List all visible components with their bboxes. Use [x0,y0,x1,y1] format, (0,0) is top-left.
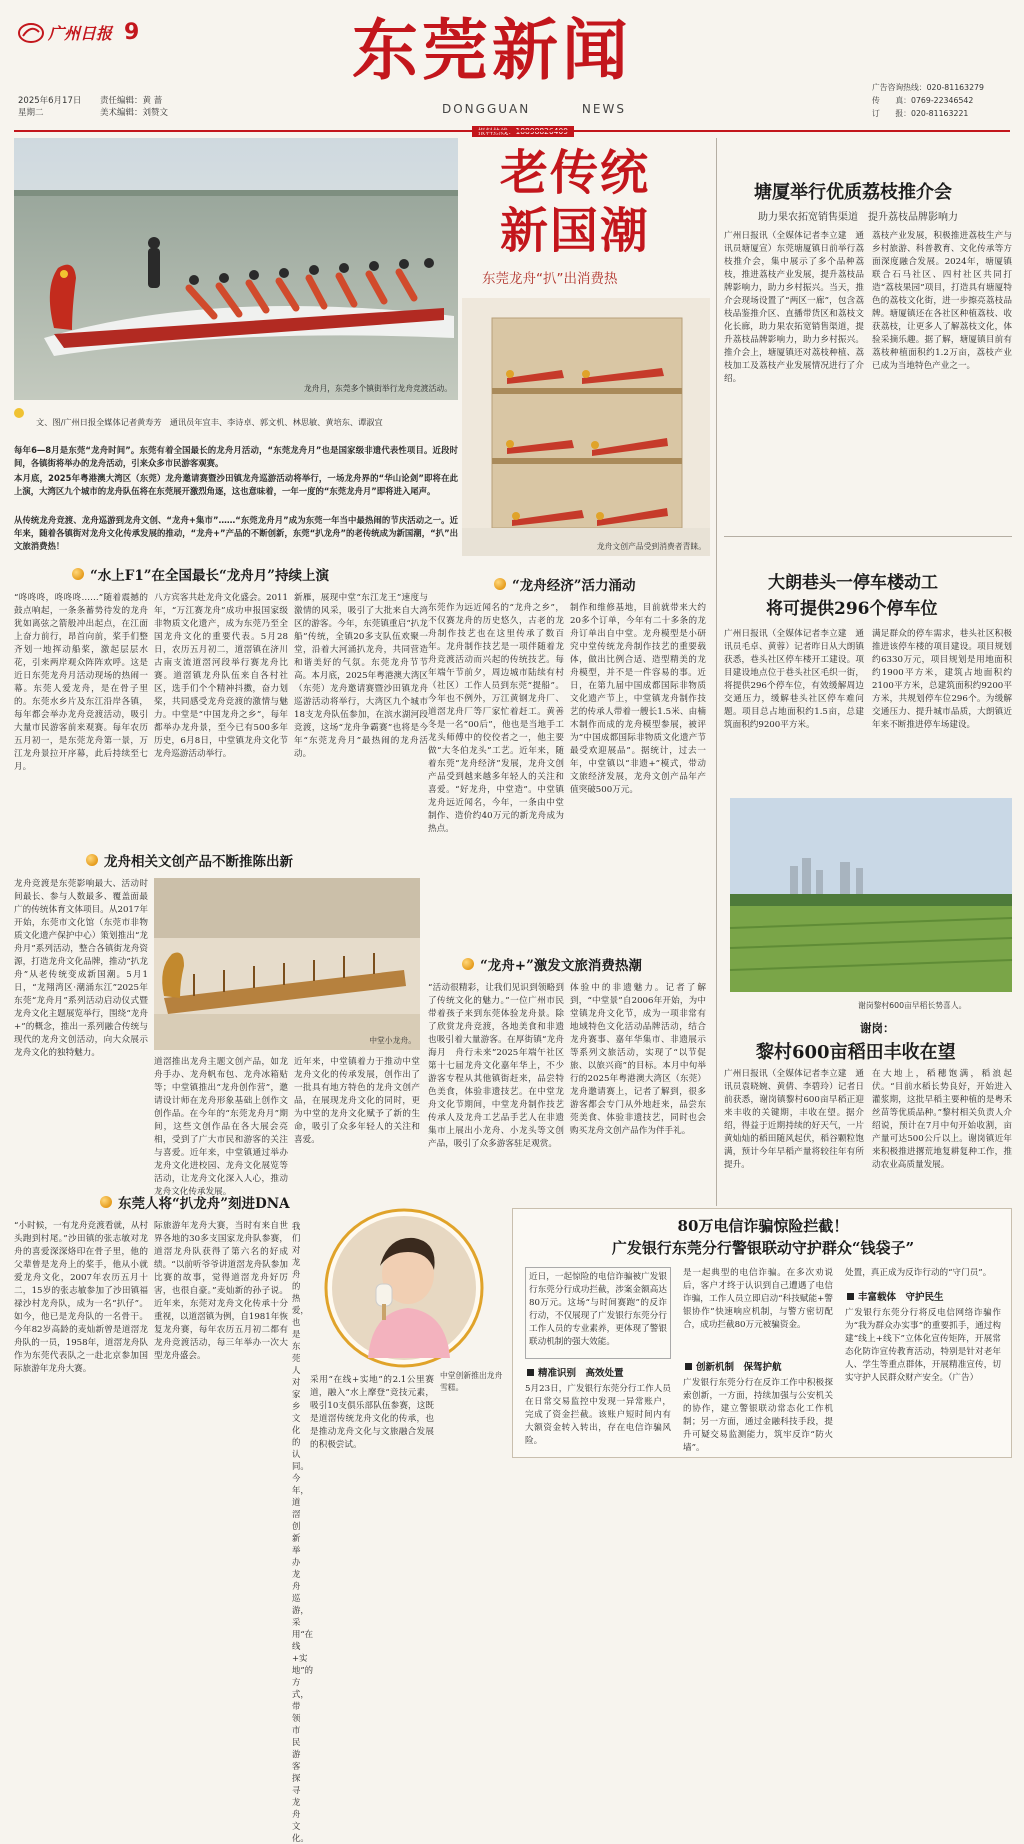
section-pinyin [442,102,626,116]
parking-headline-1: 大朗巷头一停车楼动工 [768,573,938,593]
s3-col1: “小时候，一有龙舟竞渡看就，从村头跑到村尾。”沙田镇的张志敏对龙舟的喜爱深深烙印在骨子里，他的父辈曾是龙舟上的桨手，他从小就爱龙舟文化，2007年农历五月十二，15岁的张志敏参加了沙田镇福禄沙村龙舟队，成为一名“扒仔”。如今，他已是龙舟队的一名骨干。今年82岁高龄的麦灿新曾是道滘龙舟队的一员，1958年，道滘龙舟队作为东莞代表队之一赴北京参加国际旅游年龙舟大赛。 [14,1221,148,1374]
bank-col5: 广发银行东莞分行将反电信网络诈骗作为“我为群众办实事”的重要抓手，通过构建“线上+线下”立体化宣传矩阵，开展常态化防诈宣传教育活动，特别是针对老年人、学生等重点群体，开展精准宣传，切实守护人民群众财产安全。（广告） [845,1308,1001,1383]
s1-col1: “咚咚咚，咚咚咚……”随着震撼的鼓点响起，一条条蓄势待发的龙舟犹如离弦之箭般冲出起点，在江面上奋力前行，昂首向前，桨手们整齐划一地挥动船桨，激起层层水花，引来两岸观众阵阵欢呼。这是近日东莞龙舟月活动现场的热闹一幕。东莞人爱龙舟，是在骨子里的。东莞水乡片及东江沿岸各镇，每年都会举办龙舟竞渡活动，吸引大量市民游客前来观赛。每年农历五月初一，是东莞龙舟第一景，万江龙舟景拉开序幕，此后持续至七月。 [14,593,148,772]
small-photo-caption: 中堂小龙舟。 [369,1036,416,1045]
rice-field-illustration [730,798,1012,992]
logo-mark-icon [18,22,44,44]
lead-byline: 文、图/广州日报全媒体记者黄寿芳 通讯员年宜丰、李诗卓、郭文机、林思敏、黄培东、谭淑宜 [36,417,383,427]
subscribe-phone: 订 报：020-81163221 [872,109,969,118]
section-title: 东莞新闻 [352,11,632,89]
rice-photo-caption: 谢岗黎村600亩早稻长势喜人。 [858,1001,967,1010]
lead-intro-3: 从传统龙舟竞渡、龙舟巡游到龙舟文创、“龙舟+集市”……“东莞龙舟月”成为东莞一年当中最热闹的节庆活动之一。近年来，随着各镇街对龙舟文化传承发展的推动，“龙舟+”产品的不断创新，东莞“扒龙舟”的老传统成为新国潮，“扒”出文旅消费热！ [14,515,458,551]
girl-caption-1: 中堂创新推出龙舟 [440,1371,503,1380]
bank-subhead-2: 创新机制 保驾护航 [685,1359,782,1373]
rice-col2: 在大地上，稻穗饱满，稻浪起伏。“目前水稻长势良好，开始进入灌浆期，这批早稻主要种植的是粤禾丝苗等优质品种。”黎村相关负责人介绍说，预计在7月中旬开始收割，亩产量可达500公斤以上。谢岗镇近年来积极推进撂荒地复耕复种工作，推动农业高质量发展。 [872,1069,1012,1170]
model-boat-illustration [154,878,420,1050]
lychee-col2: 荔枝产业发展，积极推进荔枝生产与乡村旅游、科普教育、文化传承等方面深度融合发展。2024年，塘厦镇联合石马社区、四村社区共同打造“荔枝果园”项目，打造具有塘厦特色的荔枝文化街，进一步擦亮荔枝品牌。塘厦镇还在各社区种植荔枝、收获荔枝，让更多人了解荔枝文化，体验采摘乐趣。据了解，塘厦镇目前有荔枝种植面积约1.2万亩，荔枝产业已成为当地特色产业之一。 [872,231,1012,371]
s2-col1: 龙舟竞渡是东莞影响最大、活动时间最长、参与人数最多、覆盖面最广的传统体育文体项目。从2017年开始，东莞市文化馆（东莞市非物质文化遗产保护中心）策划推出“龙舟月”系列活动，整合各镇街龙舟资源，打造龙舟文化品牌，推动“扒龙舟”从老传统变成新国潮。5月1日，“龙翔湾区·潮涌东江”2025年东莞“龙舟月”系列活动启动仪式暨龙舟文化主题展览举行，围绕“龙舟+”的概念，推出一系列融合传统与现代的龙舟文创活动，向大众展示龙舟文化的独特魅力。 [14,879,148,1058]
bank-subhead-3: 丰富载体 守护民生 [847,1289,944,1303]
bank-col2: 是一起典型的电信诈骗。在多次劝说后，客户才终于认识到自己遭遇了电信诈骗，工作人员立即启动“科技赋能+警银协作”快速响应机制，与警方密切配合，成功拦截80万元被骗资金。 [683,1268,833,1330]
bank-ad-box [512,1208,1012,1458]
issue-weekday: 星期二 [18,108,44,118]
page-number: 9 [124,20,140,45]
section-bullet-icon [494,578,506,590]
s4-col1: 东莞作为远近闻名的“龙舟之乡”，不仅赛龙舟的历史悠久，古老的龙舟制作技艺也在这里传承了数百年。龙舟制作技艺是一项伴随着龙舟竞渡活动而兴起的传统技艺。每年端午节前夕，周边城市陆续有村（社区）工作人员到东莞“提船”。今年也不例外，万江黄钢龙舟厂、道滘龙舟厂等厂家忙着赶工。黄善冬是一名“00后”，他也是当地手工龙头师傅中的佼佼者之一，他主要做“大冬伯龙头”工艺。近年来，随着东莞“龙舟经济”发展，龙舟文创产品受到越来越多年轻人的关注和喜爱。“好龙舟，中堂造”。中堂镇龙舟远近闻名，今年，一条由中堂制作、造价约40万元的新龙舟成为热点。 [428,603,564,834]
rule [724,536,1012,537]
ad-phone: 广告咨询热线：020-81163279 [872,83,984,92]
column-divider [716,138,717,1206]
rice-headline: 黎村600亩稻田丰收在望 [756,1042,956,1063]
girl-illustration [310,1208,498,1368]
s1-col3: 新雁，展现中堂“东江龙王”速度与激情的风采，吸引了大批来自大湾区的游客。今年，东莞镇重启“扒龙船”传统，全镇20多支队伍欢聚一堂，沿着大河涌扒龙舟，共同营造和谐美好的气氛。东莞龙舟节节高。本月底，2025年粤港澳大湾区（东莞）龙舟邀请赛暨沙田镇龙舟巡游活动将举行，大湾区九个城市18支龙舟队伍参加，在滨水湖河段竞渡，这场“龙舟争霸赛”也将是今年“东莞龙舟月”最热闹的龙舟活动。 [294,593,428,759]
small-dragon-boat-photo [154,878,420,1050]
bank-subhead-1: 精准识别 高效处置 [527,1365,624,1379]
dragon-boat-craft-photo [462,298,710,556]
parking-headline-2: 将可提供296个停车位 [766,599,938,619]
girl-side-text: 我们对龙舟的热爱，也是东莞人对家乡文化的认同。今年，道滘创新举办龙舟巡游，采用“在线+实地”的方式，带领市民游客探寻龙舟文化。 [292,1221,314,1843]
s2-col3: 近年来，中堂镇着力于推动中堂龙舟文化的传承发展，创作出了一批具有地方特色的龙舟文创产品，在展现龙舟文化的同时，更为中堂的龙舟文化赋予了新的生命，吸引了众多年轻人的关注和喜爱。 [294,1057,420,1145]
paper-name: 广州日报 [48,24,113,43]
newspaper-logo [18,20,139,45]
bank-headline-1: 80万电信诈骗惊险拦截！ [677,1217,849,1235]
lead-headline-1: 老传统 [500,145,651,201]
bank-col1: 5月23日，广发银行东莞分行工作人员在日常交易监控中发现一异常账户，完成了资金拦截。该账户短时间内有大额资金转入转出，存在电信诈骗风险。 [525,1384,671,1446]
rice-field-photo [730,798,1012,992]
lead-intro [14,404,458,556]
pinyin-left: DONGGUAN [442,102,531,116]
s3-col4: 采用“在线+实地”的2.1公里赛道，融入“水上摩登”竞技元素，吸引10支俱乐部队伍参赛，这既是道滘传统龙舟文化的传承，也是推动龙舟文化与文旅融合发展的积极尝试。 [310,1375,434,1450]
s1-col2: 八方宾客共赴龙舟文化盛会。2011年，“万江赛龙舟”成功申报国家级非物质文化遗产，成为东莞乃至全国龙舟文化的重要代表。5月28日，农历五月初二，道滘镇在济川古南支流道滘河段举行赛龙舟比赛。道滘镇龙舟队伍来自各村社区，选手们个个精神抖擞，奋力划桨，共同感受龙舟竞渡的激情与魅力。中堂是“中国龙舟之乡”，每年都举办龙舟景，至今已有500多年历史，6月8日，中堂镇龙舟文化节龙舟巡游活动举行。 [154,593,288,759]
section-bullet-icon [86,854,98,866]
rice-kicker: 谢岗： [860,1021,895,1035]
dragon-boat-illustration [14,138,458,400]
lychee-col1: 广州日报讯（全媒体记者李立建 通讯员塘厦宣）东莞塘厦镇日前举行荔枝推介会，集中展示了多个品种荔枝，推进荔枝产业发展，提升荔枝品牌影响力，助力乡村振兴。当天，推介会现场设置了“两区一廊”，包含荔枝品鉴推介区、直播带货区和荔枝文化长廊，助力果农拓宽销售渠道，提升荔枝品牌影响力，助力乡村振兴。推介会上，塘厦镇还对荔枝种植、荔枝加工及荔枝产业发展情况进行了介绍。 [724,231,864,384]
dragon-boat-photo [14,138,458,400]
lead-intro-2: 本月底，2025年粤港澳大湾区（东莞）龙舟邀请赛暨沙田镇龙舟巡游活动将举行，一场龙舟界的“华山论剑”即将在此上演，大湾区九个城市的龙舟队伍将在东莞展开激烈角逐，这也意味着，一年一度的“东莞龙舟月”即将进入尾声。 [14,473,458,496]
bank-intro: 近日，一起惊险的电信诈骗被广发银行东莞分行成功拦截，涉案金额高达80万元。这场“与时间赛跑”的反诈行动，不仅展现了广发银行东莞分行工作人员的专业素养，更体现了警银联动机制的强大效能。 [525,1267,671,1359]
s5-col1: “活动很精彩，让我们见识到领略到了传统文化的魅力。”一位广州市民带着孩子来到东莞体验龙舟景。除了欣赏龙舟竞渡，各地美食和非遗也吸引着大量游客。在厚街镇“龙舟海月 舟行未来”2025年端午社区第十七届龙舟文化嘉年华上，不少游客专程从其他镇街赶来，品尝特色美食，体验非遗技艺。在中堂龙舟文化节期间，中堂龙舟制作技艺传承人及龙舟工艺品手艺人在非遗集市上展出小龙舟、小龙头等文创产品，吸引了众多游客驻足观赏。 [428,983,564,1149]
pinyin-right: NEWS [581,102,626,116]
bank-col3: 广发银行东莞分行在反诈工作中积极探索创新，一方面，持续加强与公安机关的协作，建立警银联动常态化工作机制；另一方面，通过金融科技手段，提升可疑交易监测能力，筑牢反诈“防火墙”。 [683,1378,833,1453]
s4-col2: 制作和维修基地，目前就带来大约20多个订单，今年有二十多条的龙舟订单出自中堂。龙舟模型是小研究中堂传统龙舟制作技艺的重要载体，做出比例合适、造型精美的龙舟模型，并不是一件容易的事。近日，在第九届中国成都国际非物质文化遗产节上，中堂镇龙舟制作技艺的传承人带着一艘长1.5米、由楠木制作而成的龙舟模型参展，被评为“中国成都国际非物质文化遗产节最受欢迎展品”。据统计，过去一年，中堂镇以“非遗+”模式，带动文旅经济发展，龙舟文创产品年产值突破500万元。 [570,603,706,795]
lead-photo-caption: 龙舟月，东莞多个镇街举行龙舟竞渡活动。 [303,384,452,393]
fax-number: 传 真：0769-22346542 [872,96,974,105]
lead-headline-block [460,145,708,295]
craft-shelf-illustration [462,298,710,556]
lychee-subhead: 助力果农拓宽销售渠道 提升荔枝品牌影响力 [758,212,958,223]
section-water-f1-title: “水上F1”在全国最长“龙舟月”持续上演 [72,564,329,584]
section-dna-title: 东莞人将“扒龙舟”刻进DNA [100,1192,290,1212]
issue-date: 2025年6月17日 [18,96,82,106]
lead-subhead: 东莞龙舟“扒”出消费热 [482,271,618,287]
rice-col1: 广州日报讯（全媒体记者李立建 通讯员袁晓婉、黄倩、李碧玲）记者日前获悉，谢岗镇黎村600亩早稻正迎来丰收的关键期，丰收在望。据介绍，得益于近期持续的好天气，一片黄灿灿的稻田随风起伏，稻谷颗粒饱满，预计今年早稻产量将较往年有所提升。 [724,1069,864,1170]
girl-ice-cream-photo [310,1208,498,1368]
masthead [14,8,1010,126]
section-dragon-economy-title: “龙舟经济”活力涌动 [494,574,636,594]
s5-col2: 体验中的非遗魅力。记者了解到，“中堂景”自2006年开始，为中堂镇龙舟文化节，成为一项非常有地域特色文化活动品牌活动，结合龙舟赛事、嘉年华集市、非遗展示等系列文旅活动，实现了“以节促旅、以旅兴商”的目标。本月中旬举行的2025年粤港澳大湾区（东莞）龙舟邀请赛上，记者了解到，很多游客都会专门从外地赶来，品尝东莞美食、体验非遗技艺，同时也会购买龙舟文创产品作为伴手礼。 [570,983,706,1136]
lead-intro-1: 每年6—8月是东莞“龙舟时间”。东莞有着全国最长的龙舟月活动，“东莞龙舟月”也是国家级非遗代表性项目。近段时间，各镇街将举办的龙舟活动，引来众多市民游客观赛。 [14,445,458,468]
girl-caption-2: 雪糕。 [440,1383,464,1392]
section-bullet-icon [72,568,84,580]
section-cultural-products-title: 龙舟相关文创产品不断推陈出新 [86,850,293,870]
section-culture-tourism-title: “龙舟+”激发文旅消费热潮 [462,954,642,974]
parking-col1: 广州日报讯（全媒体记者李立建 通讯员毛卓、黄蓉）记者昨日从大朗镇获悉，巷头社区停车楼开工建设。项目建设地点位于巷头社区毛织一街，将提供296个停车位，有效缓解周边交通压力，缓解巷头社区停车难问题。项目总占地面积约1.5亩，总建筑面积约9200平方米。 [724,629,864,730]
parking-col2: 满足群众的停车需求，巷头社区积极推进该停车楼的项目建设。项目规划约6330万元，项目规划是用地面积约1900平方米，建筑占地面积约2100平方米，总建筑面积约9200平方米，共规划停车位296个。为缓解交通压力、提升城市品质，大朗镇近年来不断推进停车场建设。 [872,629,1012,730]
section-bullet-icon [100,1196,112,1208]
lychee-headline: 塘厦举行优质荔枝推介会 [754,182,952,203]
masthead-rule [14,130,1010,132]
s3-col2: 际旅游年龙舟大赛，当时有来自世界各地的30多支国家龙舟队参赛，道滘龙舟队获得了第六名的好成绩。“以前听爷爷讲道滘龙舟队参加比赛的故事，觉得道滘龙舟好厉害，也很自豪。”麦灿新的孙子说。近年来，东莞对龙舟文化传承十分重视，以道滘镇为例，自1981年恢复龙舟赛，每年农历五月初二都有龙舟竞渡活动，每三年举办一次大型龙舟盛会。 [154,1221,288,1361]
bank-headline-2: 广发银行东莞分行警银联动守护群众“钱袋子” [611,1239,915,1257]
bank-col4: 处置，真正成为反诈行动的“守门员”。 [845,1268,992,1278]
art-editor-credit: 美术编辑：刘赞文 [100,108,169,118]
s2-col2: 道滘推出龙舟主题文创产品，如龙舟手办、龙舟帆布包、龙舟冰箱贴等；中堂镇推出“龙舟创作营”，邀请设计师在龙舟形象基础上创作文创作品。在今年的“东莞龙舟月”期间，这些文创作品在各大展会亮相，受到了广大市民和游客的关注与喜爱。近年来，中堂镇通过举办龙舟文化进校园、龙舟文化展览等活动，让龙舟文化深入人心，推动龙舟文化传承发展。 [154,1057,288,1197]
lead-headline-2: 新国潮 [500,203,651,259]
craft-photo-caption: 龙舟文创产品受到消费者青睐。 [596,542,706,551]
editor-credit: 责任编辑：黄 蔷 [100,96,163,106]
section-bullet-icon [462,958,474,970]
